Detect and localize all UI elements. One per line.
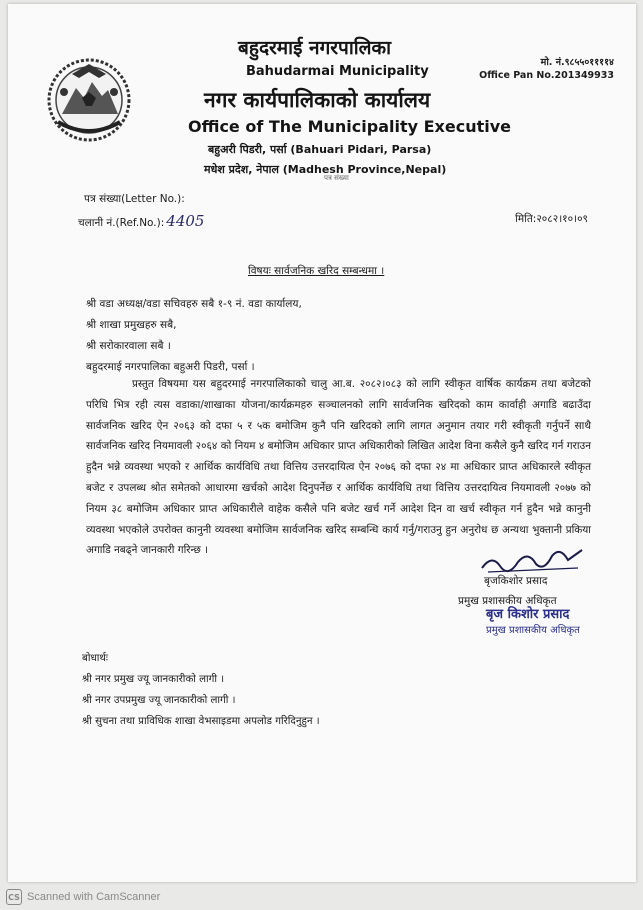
signatory-title: प्रमुख प्रशासकीय अधिकृत [458,595,557,607]
camscanner-icon: CS [6,889,22,905]
addressee-list [86,294,302,378]
address-line-1: बहुअरी पिडरी, पर्सा (Bahuari Pidari, Parsa) [208,143,432,156]
addressee-line: श्री वडा अध्यक्ष/वडा सचिवहरु सबै १-९ नं. वडा कार्यालय, [86,298,302,310]
scanner-footer [0,884,643,910]
cc-item: श्री नगर प्रमुख ज्यू जानकारीको लागी । [82,674,225,685]
handwritten-signature-icon [478,542,586,576]
reference-number-value: 4405 [166,212,205,230]
nepal-emblem-icon [44,52,134,148]
header-stamp-mark: पत्र संख्या [324,174,349,182]
cc-label: बोधार्थः [82,653,108,664]
phone-number: मो. नं.९८५५०११११४ [540,57,614,68]
addressee-line: बहुदरमाई नगरपालिका बहुअरी पिडरी, पर्सा । [86,361,255,373]
letter-number-label: पत्र संख्या(Letter No.): [84,193,185,205]
cc-item: श्री नगर उपप्रमुख ज्यू जानकारीको लागी । [82,695,236,706]
letter-body: प्रस्तुत विषयमा यस बहुदरमाई नगरपालिकाको चालु आ.ब. २०८२।०८३ को लागि स्वीकृत वार्षिक कार्यक्रम तथा बजेटको परिधि भित्र रही त्यस वडाका/शाखाका योजना/कार्यक्रमहरु सञ्चालनको लागि सार्वजनिक खरिदको काम कार्वाही अगाडि बढाउँदा सार्वजनिक खरिद ऐन २०६३ को दफा ५ र ५क बमोजिम कुनै पनि खरिदको लागि लागत अनुमान तयार गरी स्वीकृती गर्नुपर्ने साथै सार्वजनिक खरिद नियमावली २०६४ को नियम ४ बमोजिम अधिकार प्राप्त अधिकारीको लिखित आदेश विना कसैले कुनै खरिद गर्न गराउन हुदैन भन्ने व्यवस्था भएको र आर्थिक कार्यविधि तथा वित्तिय उत्तरदायित्व ऐन २०७६ को दफा २४ मा अधिकार प्राप्त अधिकारले स्वीकृत बजेट र उपलब्ध श्रोत समेतको आधारमा खर्चको आदेश दिनुपर्नेछ र आर्थिक कार्यविधि तथा वित्तिय उत्तरदायित्व नियमावली २०७७ को नियम ३८ बमोजिम अधिकार प्राप्त अधिकारीले वाहेक कसैले पनि बजेट खर्च गर्ने आदेश दिन वा खर्च स्वीकृत गर्न हुदैन भन्ने कानुनी व्यवस्था भएकोले उपरोक्त कानुनी व्यवस्था बमोजिम सार्वजनिक खरिद सम्बन्धि कार्य गर्नु/गराउनु हुन अनुरोध छ अन्यथा भुक्तानी प्रकिया अगाडि नबढ्ने जानकारी गरिन्छ । [86,378,591,557]
reference-number [78,212,204,230]
municipality-name-nepali: बहुदरमाई नगरपालिका [238,37,392,59]
scanner-watermark-text: Scanned with CamScanner [27,891,161,903]
municipality-name-english: Bahudarmai Municipality [246,64,429,79]
letter-date: मिति:२०८२।१०।०९ [515,213,588,225]
stamp-title: प्रमुख प्रशासकीय अधिकृत [486,625,580,636]
addressee-line: श्री शाखा प्रमुखहरु सबै, [86,319,177,331]
cc-list [82,648,320,732]
pan-number: Office Pan No.201349933 [479,70,614,81]
office-name-nepali: नगर कार्यपालिकाको कार्यालय [204,87,431,112]
cc-item: श्री सुचना तथा प्राविधिक शाखा वेभसाइडमा अपलोड गरिदिनुहुन । [82,716,320,727]
letter-subject: विषयः सार्वजनिक खरिद सम्बन्धमा । [248,265,385,277]
contact-info [479,56,614,82]
signatory-name: बृजकिशोर प्रसाद [484,575,548,587]
letter-page [8,4,636,882]
reference-number-label: चलानी नं.(Ref.No.): [78,217,165,229]
stamp-name: बृज किशोर प्रसाद [486,607,570,622]
addressee-line: श्री सरोकारवाला सबै । [86,340,171,352]
office-name-english: Office of The Municipality Executive [188,117,512,136]
address-line-2: मधेश प्रदेश, नेपाल (Madhesh Province,Nepal) [204,163,447,176]
